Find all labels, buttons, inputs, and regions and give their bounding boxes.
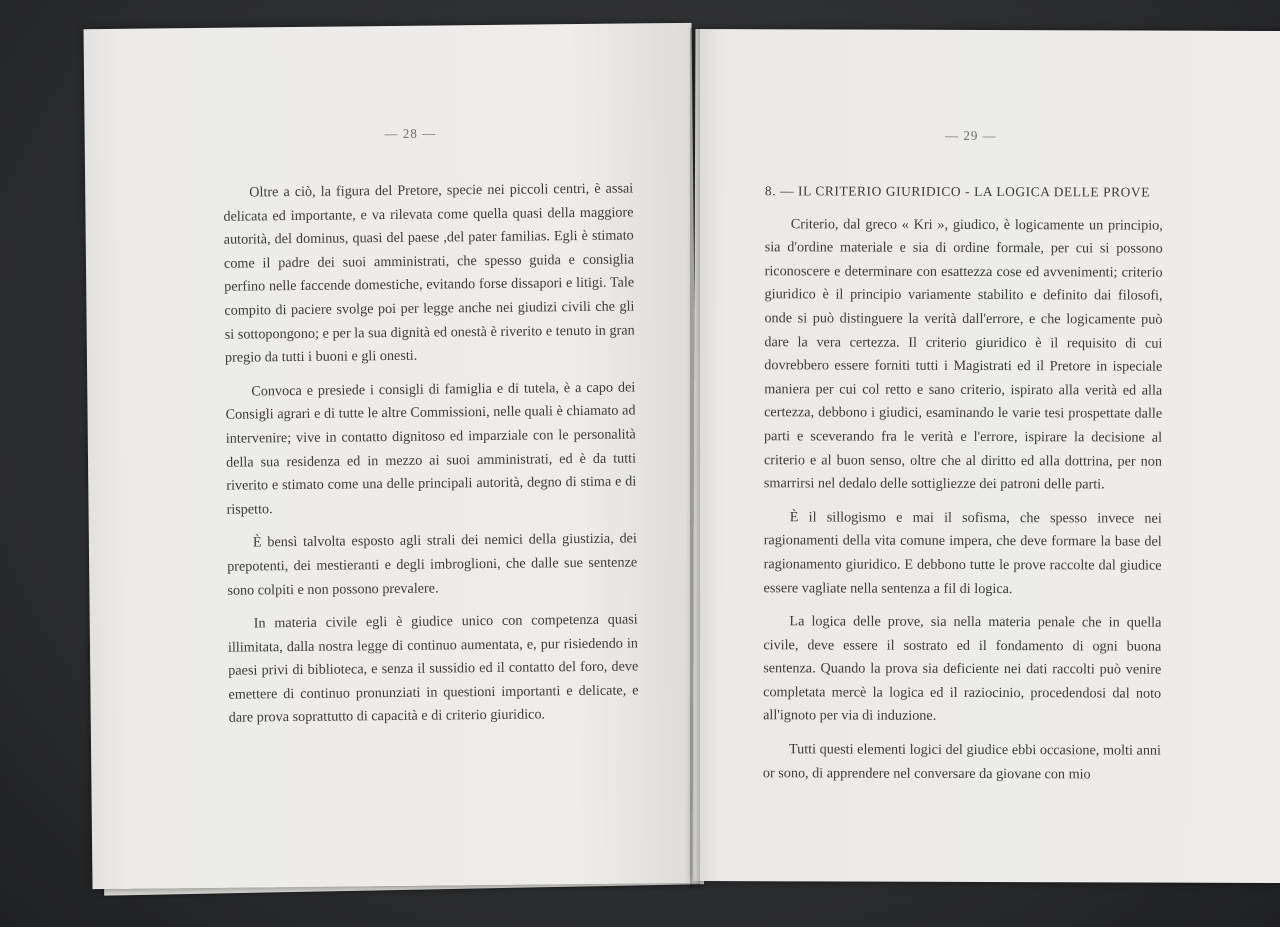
paragraph: In materia civile egli è giudice unico con competenza quasi illimitata, dalla nostra legge di continuo aumentata, e, pur risiedendo in paesi privi di biblioteca, e senza il sussidio ed il contatto del foro, deve emettere di continuo pronunziati in questioni importanti e delicate, e dare prova soprattutto di capacità e di criterio giuridico. (227, 611, 639, 727)
page-body (763, 179, 1163, 797)
page-body (223, 177, 639, 740)
paragraph: È il sillogismo e mai il sofisma, che spesso invece nei ragionamenti della vita comune impera, che deve formare la base del ragionamento giuridico. E debbono tutte le prove raccolte dal giudice essere vagliate nella sentenza a fil di logica. (763, 509, 1162, 597)
book-spine (690, 28, 700, 888)
section-heading: 8. — IL CRITERIO GIURIDICO - LA LOGICA DELLE PROVE (764, 183, 1151, 200)
right-page (693, 29, 1280, 883)
left-page (84, 23, 701, 889)
paragraph: È bensì talvolta esposto agli strali dei nemici della giustizia, dei prepotenti, dei mestieranti e degli imbroglioni, che dalle sue sentenze sono colpiti e non possono prevalere. (227, 530, 638, 599)
page-number: — 29 — (945, 127, 997, 144)
page-number: — 28 — (384, 125, 437, 142)
paragraph: La logica delle prove, sia nella materia penale che in quella civile, deve essere il sostrato ed il fondamento di ogni buona sentenza. Quando la prova sia deficiente nei dati raccolti può venire completata mercè la logica ed il raziocinio, procedendosi dal noto all'ignoto per via di induzione. (763, 613, 1162, 725)
paragraph: Convoca e presiede i consigli di famiglia e di tutela, è a capo dei Consigli agrari e di tutte le altre Commissioni, nelle quali è chiamato ad intervenire; vive in contatto dignitoso ed imparziale con le personalità della sua residenza ed in mezzo ai suoi amministrati, ed è da tutti riverito e stimato come una delle principali autorità, degno di stima e di rispetto. (225, 379, 637, 518)
paragraph: Criterio, dal greco « Kri », giudico, è logicamente un principio, sia d'ordine materiale e sia di ordine formale, per cui si possono riconoscere e determinare con esattezza cose ed avvenimenti; criterio giuridico è il principio variamente stabilito e definito dai filosofi, onde si può distinguere la verità dall'errore, e che logicamente può dare la vera certezza. Il criterio giuridico è il requisito di cui dovrebbero essere forniti tutti i Magistrati ed il Pretore in ispeciale maniera per cui col retto e sano criterio, ispirato alla verità ed alla certezza, debbono i giudici, esaminando le varie tesi prospettate dalle parti e sceverando fra le verità e l'errore, ispirare la decisione al criterio e al buon senso, oltre che al diritto ed alla dottrina, per non smarrirsi nel dedalo delle sottigliezze dei patroni delle parti. (763, 215, 1163, 493)
paragraph: Tutti questi elementi logici del giudice ebbi occasione, molti anni or sono, di apprendere nel conversare da giovane con mio (762, 741, 1162, 783)
paragraph: Oltre a ciò, la figura del Pretore, specie nei piccoli centri, è assai delicata ed importante, e va rilevata come quella quasi della maggiore autorità, del dominus, quasi del paese ,del pater familias. Egli è stimato come il padre dei suoi amministrati, che spesso guida e consiglia perfino nelle faccende domestiche, evitando forse dissapori e litigi. Tale compito di paciere svolge poi per legge anche nei giudizi civili che gli si sottopongono; e per la sua dignità ed onestà è riverito e tenuto in gran pregio da tutti i buoni e gli onesti. (223, 180, 635, 366)
